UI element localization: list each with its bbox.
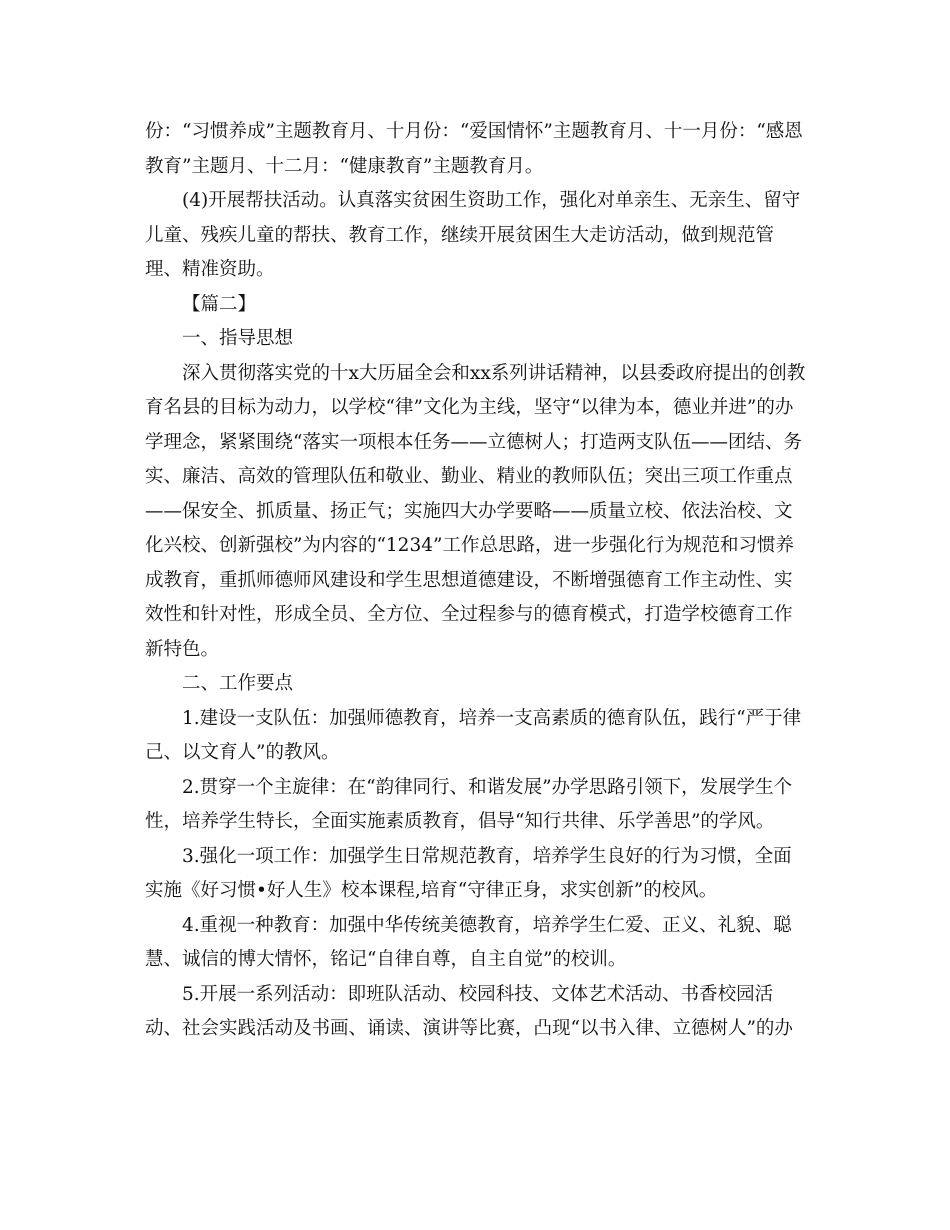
list-item: 2.贯穿一个主旋律：在“韵律同行、和谐发展”办学思路引领下，发展学生个性，培养学生特长，全面实施素质教育，倡导“知行共律、乐学善思”的学风。	[145, 776, 793, 832]
list-item: 5.开展一系列活动：即班队活动、校园科技、文体艺术活动、书香校园活动、社会实践活动及书画、诵读、演讲等比赛，凸现“以书入律、立德树人”的办	[145, 983, 793, 1039]
list-item: 3.强化一项工作：加强学生日常规范教育，培养学生良好的行为习惯，全面实施《好习惯•好人生》校本课程,培育“守律正身，求实创新”的校风。	[145, 845, 792, 901]
paragraph: 份：“习惯养成”主题教育月、十月份：“爱国情怀”主题教育月、十一月份：“感恩教育”主题月、十二月：“健康教育”主题教育月。	[145, 121, 803, 177]
document-body	[145, 115, 810, 1047]
list-item: 1.建设一支队伍：加强师德教育，培养一支高素质的德育队伍，践行“严于律己、以文育人”的教风。	[145, 707, 802, 763]
section-heading: 一、指导思想	[182, 328, 294, 349]
section-heading: 【篇二】	[182, 293, 257, 315]
paragraph: 深入贯彻落实党的十x大历届全会和xx系列讲话精神，以县委政府提出的创教育名县的目标为动力，以学校“律”文化为主线，坚守“以律为本，德业并进”的办学理念，紧紧围绕“落实一项根本任务——立德树人；打造两支队伍——团结、务实、廉洁、高效的管理队伍和敬业、勤业、精业的教师队伍；突出三项工作重点——保安全、抓质量、扬正气；实施四大办学要略——质量立校、依法治校、文化兴校、创新强校”为内容的“1234”工作总思路，进一步强化行为规范和习惯养成教育，重抓师德师风建设和学生思想道德建设，不断增强德育工作主动性、实效性和针对性，形成全员、全方位、全过程参与的德育模式，打造学校德育工作新特色。	[145, 362, 806, 660]
section-heading: 二、工作要点	[182, 673, 294, 694]
paragraph: (4)开展帮扶活动。认真落实贫困生资助工作，强化对单亲生、无亲生、留守儿童、残疾儿童的帮扶、教育工作，继续开展贫困生大走访活动，做到规范管理、精准资助。	[145, 190, 801, 280]
list-item: 4.重视一种教育：加强中华传统美德教育，培养学生仁爱、正义、礼貌、聪慧、诚信的博大情怀，铭记“自律自尊，自主自觉”的校训。	[145, 914, 792, 970]
